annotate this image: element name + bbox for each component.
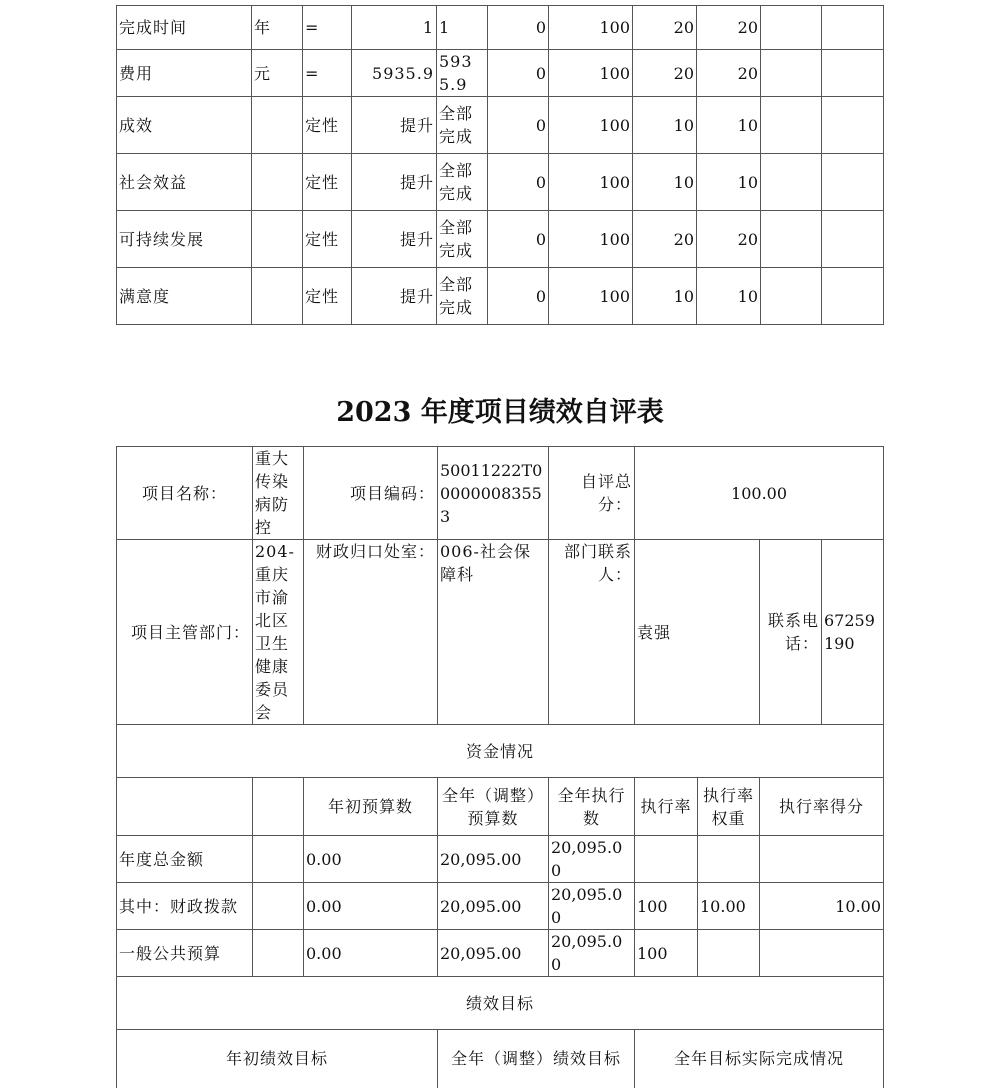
contact-value: 袁强	[635, 540, 760, 725]
goals-header-row	[117, 1030, 884, 1088]
indicator-target: 提升	[352, 268, 437, 325]
indicator-name: 费用	[117, 50, 252, 97]
indicator-value: 10	[633, 97, 697, 154]
indicator-table	[116, 5, 884, 325]
contact-label: 部门联系人：	[549, 540, 635, 725]
indicator-value: 20	[697, 50, 761, 97]
indicator-actual: 全部完成	[437, 97, 488, 154]
funds-section-title: 资金情况	[117, 725, 884, 778]
indicator-name: 可持续发展	[117, 211, 252, 268]
phone-value: 67259190	[822, 540, 884, 725]
indicator-note	[822, 97, 884, 154]
funds-score: 10.00	[760, 883, 884, 930]
indicator-actual: 全部完成	[437, 154, 488, 211]
funds-score	[760, 836, 884, 883]
indicator-name: 成效	[117, 97, 252, 154]
page-title: 2023 年度项目绩效自评表	[336, 397, 664, 428]
goal-adjusted-header: 全年（调整）绩效目标	[438, 1030, 635, 1088]
funds-initial: 0.00	[304, 836, 438, 883]
indicator-value: 0	[488, 211, 549, 268]
dept-label: 项目主管部门：	[117, 540, 253, 725]
funds-weight	[698, 930, 760, 977]
indicator-name: 满意度	[117, 268, 252, 325]
indicator-note	[761, 97, 822, 154]
indicator-operator: =	[303, 50, 352, 97]
funds-initial: 0.00	[304, 930, 438, 977]
indicator-actual: 1	[437, 6, 488, 50]
funds-row	[117, 930, 884, 977]
funds-row	[117, 836, 884, 883]
indicator-value: 100	[549, 268, 633, 325]
goal-actual-header: 全年目标实际完成情况	[635, 1030, 884, 1088]
indicator-unit	[252, 154, 303, 211]
indicator-value: 10	[633, 268, 697, 325]
indicator-target: 提升	[352, 97, 437, 154]
indicator-value: 0	[488, 50, 549, 97]
indicator-operator: 定性	[303, 154, 352, 211]
indicator-actual: 全部完成	[437, 211, 488, 268]
phone-label: 联系电话：	[760, 540, 822, 725]
info-row-1	[117, 447, 884, 540]
indicator-target: 提升	[352, 154, 437, 211]
indicator-value: 0	[488, 6, 549, 50]
indicator-value: 10	[633, 154, 697, 211]
indicator-note	[761, 50, 822, 97]
indicator-value: 0	[488, 97, 549, 154]
indicator-row	[117, 50, 884, 97]
funds-label: 一般公共预算	[117, 930, 253, 977]
finance-label: 财政归口处室：	[304, 540, 438, 725]
indicator-row	[117, 154, 884, 211]
funds-rate: 100	[635, 930, 698, 977]
indicator-unit	[252, 268, 303, 325]
indicator-value: 10	[697, 97, 761, 154]
indicator-target: 5935.9	[352, 50, 437, 97]
header-initial: 年初预算数	[304, 778, 438, 836]
indicator-value: 100	[549, 50, 633, 97]
indicator-operator: 定性	[303, 211, 352, 268]
indicator-note	[822, 268, 884, 325]
indicator-unit	[252, 97, 303, 154]
indicator-row	[117, 97, 884, 154]
funds-executed: 20,095.00	[549, 930, 635, 977]
indicator-unit	[252, 211, 303, 268]
indicator-actual: 5935.9	[437, 50, 488, 97]
indicator-value: 0	[488, 154, 549, 211]
project-name-value: 重大传染病防控	[253, 447, 304, 540]
funds-adjusted: 20,095.00	[438, 836, 549, 883]
indicator-note	[761, 6, 822, 50]
project-name-label: 项目名称：	[117, 447, 253, 540]
indicator-note	[822, 50, 884, 97]
goals-section-row	[117, 977, 884, 1030]
indicator-note	[761, 211, 822, 268]
indicator-row	[117, 6, 884, 50]
indicator-name: 完成时间	[117, 6, 252, 50]
dept-value: 204-重庆市渝北区卫生健康委员会	[253, 540, 304, 725]
indicator-unit: 年	[252, 6, 303, 50]
indicator-value: 10	[697, 268, 761, 325]
funds-row	[117, 883, 884, 930]
indicator-row	[117, 211, 884, 268]
header-executed: 全年执行数	[549, 778, 635, 836]
finance-value: 006-社会保障科	[438, 540, 549, 725]
funds-score	[760, 930, 884, 977]
funds-label: 其中：财政拨款	[117, 883, 253, 930]
indicator-value: 20	[633, 211, 697, 268]
indicator-note	[761, 154, 822, 211]
indicator-operator: 定性	[303, 97, 352, 154]
project-code-value: 50011222T000000083553	[438, 447, 549, 540]
funds-label: 年度总金额	[117, 836, 253, 883]
funds-executed: 20,095.00	[549, 836, 635, 883]
indicator-value: 20	[697, 211, 761, 268]
project-code-label: 项目编码：	[304, 447, 438, 540]
indicator-operator: =	[303, 6, 352, 50]
funds-weight: 10.00	[698, 883, 760, 930]
indicator-value: 100	[549, 154, 633, 211]
self-score-value: 100.00	[635, 447, 884, 540]
indicator-row	[117, 268, 884, 325]
funds-executed: 20,095.00	[549, 883, 635, 930]
indicator-value: 20	[633, 50, 697, 97]
info-row-2	[117, 540, 884, 725]
indicator-note	[822, 211, 884, 268]
indicator-unit: 元	[252, 50, 303, 97]
indicator-actual: 全部完成	[437, 268, 488, 325]
indicator-value: 100	[549, 6, 633, 50]
indicator-name: 社会效益	[117, 154, 252, 211]
indicator-value: 100	[549, 211, 633, 268]
goal-initial-header: 年初绩效目标	[117, 1030, 438, 1088]
indicator-target: 1	[352, 6, 437, 50]
indicator-value: 20	[633, 6, 697, 50]
indicator-value: 100	[549, 97, 633, 154]
header-adjusted: 全年（调整）预算数	[438, 778, 549, 836]
indicator-value: 10	[697, 154, 761, 211]
indicator-value: 20	[697, 6, 761, 50]
funds-weight	[698, 836, 760, 883]
funds-section-row	[117, 725, 884, 778]
header-weight: 执行率权重	[698, 778, 760, 836]
self-evaluation-table	[116, 446, 884, 1088]
funds-adjusted: 20,095.00	[438, 883, 549, 930]
header-rate: 执行率	[635, 778, 698, 836]
indicator-note	[761, 268, 822, 325]
indicator-note	[822, 6, 884, 50]
indicator-operator: 定性	[303, 268, 352, 325]
funds-adjusted: 20,095.00	[438, 930, 549, 977]
indicator-note	[822, 154, 884, 211]
funds-rate: 100	[635, 883, 698, 930]
funds-header-row	[117, 778, 884, 836]
indicator-value: 0	[488, 268, 549, 325]
funds-initial: 0.00	[304, 883, 438, 930]
indicator-target: 提升	[352, 211, 437, 268]
funds-rate	[635, 836, 698, 883]
goals-section-title: 绩效目标	[117, 977, 884, 1030]
header-score: 执行率得分	[760, 778, 884, 836]
self-score-label: 自评总分：	[549, 447, 635, 540]
